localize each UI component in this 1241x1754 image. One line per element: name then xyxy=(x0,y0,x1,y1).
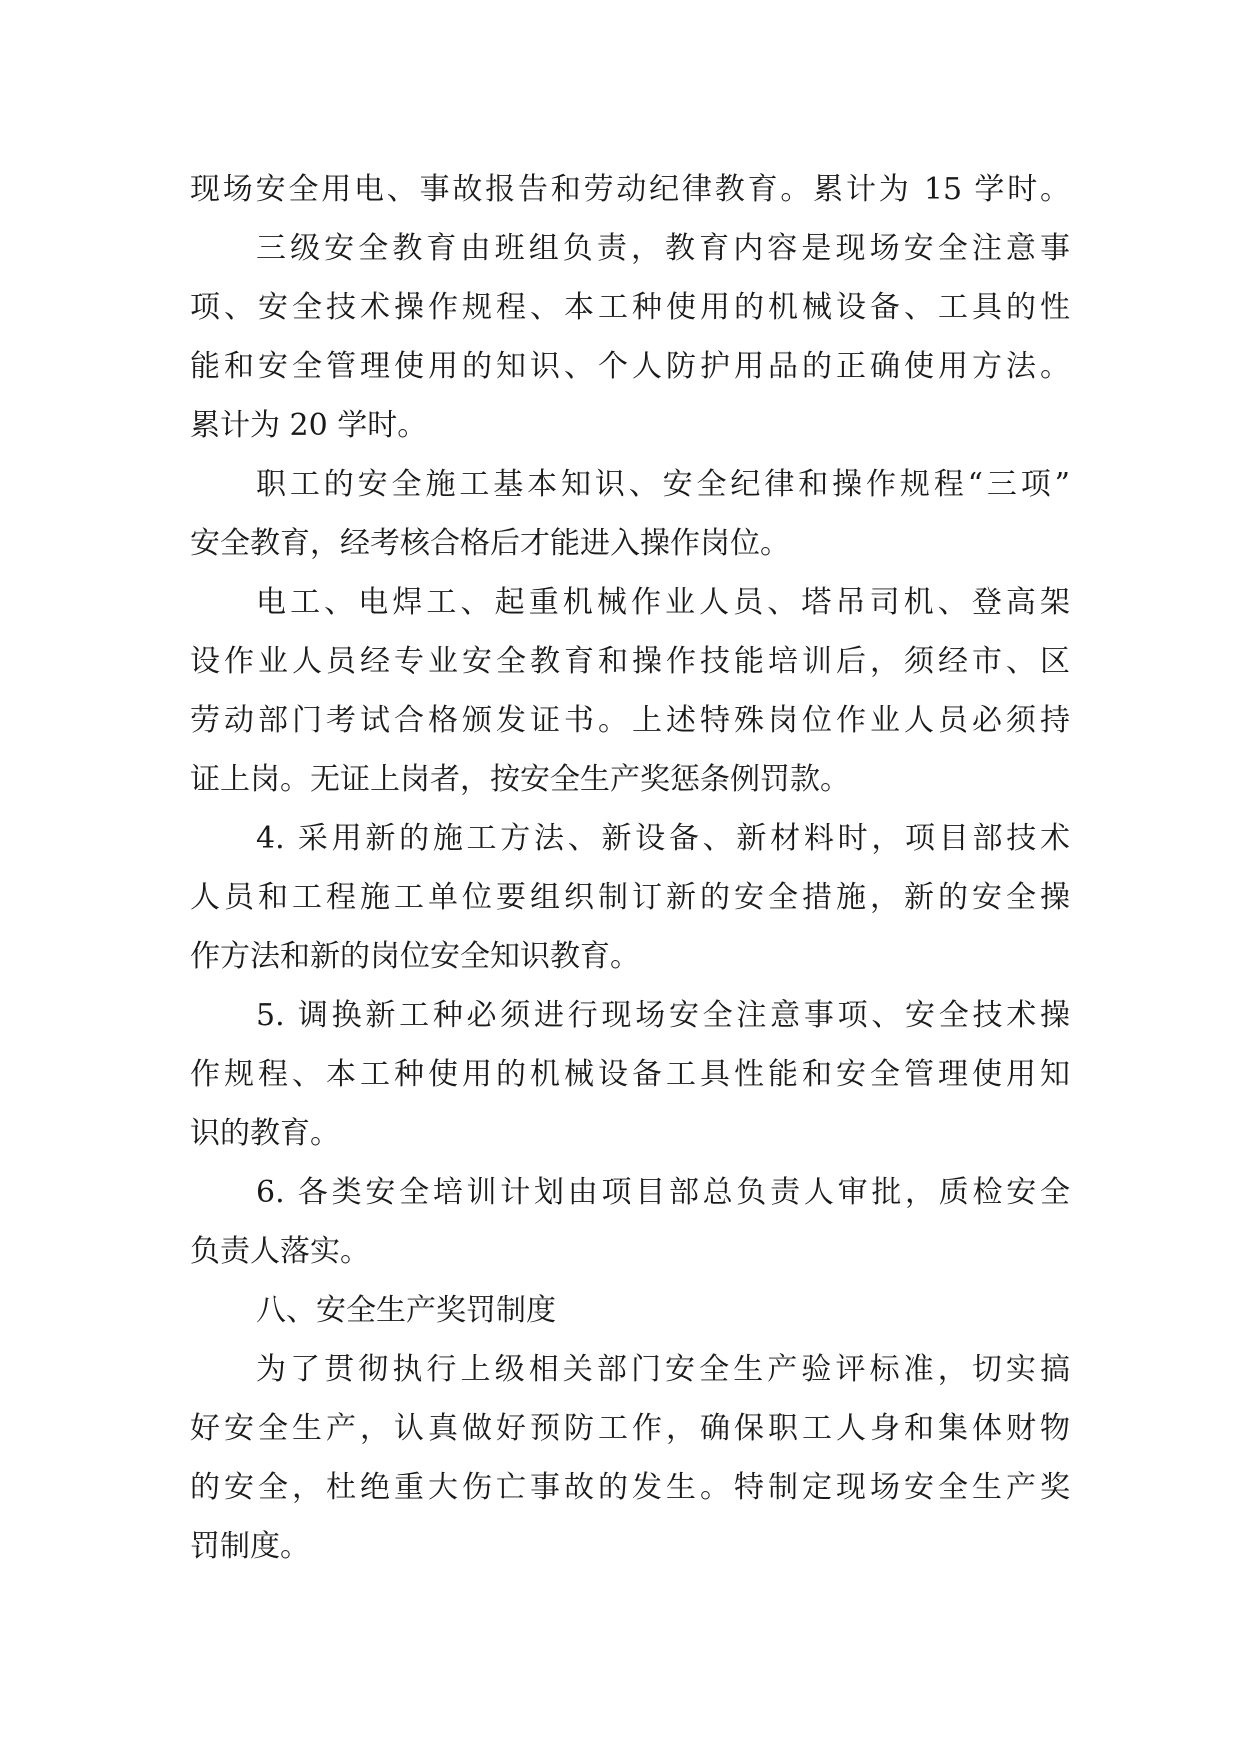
text-line: 三级安全教育由班组负责，教育内容是现场安全注意事 xyxy=(256,231,1070,266)
text-line: 能和安全管理使用的知识、个人防护用品的正确使用方法。 xyxy=(190,349,1070,384)
text-line: 劳动部门考试合格颁发证书。上述特殊岗位作业人员必须持 xyxy=(190,703,1070,738)
text-line: 电工、电焊工、起重机械作业人员、塔吊司机、登高架 xyxy=(256,585,1070,620)
text-line: 项、安全技术操作规程、本工种使用的机械设备、工具的性 xyxy=(190,290,1070,325)
text-line: 5. 调换新工种必须进行现场安全注意事项、安全技术操 xyxy=(256,998,1070,1033)
text-line: 6. 各类安全培训计划由项目部总负责人审批，质检安全 xyxy=(256,1175,1070,1210)
text-line: 作规程、本工种使用的机械设备工具性能和安全管理使用知 xyxy=(190,1057,1070,1092)
text-line: 好安全生产，认真做好预防工作，确保职工人身和集体财物 xyxy=(190,1411,1070,1446)
text-line: 设作业人员经专业安全教育和操作技能培训后，须经市、区 xyxy=(190,644,1070,679)
text-line: 八、安全生产奖罚制度 xyxy=(256,1293,556,1328)
text-line: 的安全，杜绝重大伤亡事故的发生。特制定现场安全生产奖 xyxy=(190,1470,1070,1505)
text-line: 罚制度。 xyxy=(190,1529,310,1564)
text-line: 为了贯彻执行上级相关部门安全生产验评标准，切实搞 xyxy=(256,1352,1070,1387)
text-line: 作方法和新的岗位安全知识教育。 xyxy=(190,939,640,974)
text-line: 人员和工程施工单位要组织制订新的安全措施，新的安全操 xyxy=(190,880,1070,915)
text-line: 安全教育，经考核合格后才能进入操作岗位。 xyxy=(190,526,790,561)
text-line: 职工的安全施工基本知识、安全纪律和操作规程“三项” xyxy=(256,467,1070,502)
text-line: 证上岗。无证上岗者，按安全生产奖惩条例罚款。 xyxy=(190,762,850,797)
text-line: 4. 采用新的施工方法、新设备、新材料时，项目部技术 xyxy=(256,821,1070,856)
text-line: 现场安全用电、事故报告和劳动纪律教育。累计为 15 学时。 xyxy=(190,172,1070,207)
text-line: 累计为 20 学时。 xyxy=(190,408,428,443)
document-body xyxy=(190,160,1070,1576)
text-line: 识的教育。 xyxy=(190,1116,340,1151)
text-line: 负责人落实。 xyxy=(190,1234,370,1269)
